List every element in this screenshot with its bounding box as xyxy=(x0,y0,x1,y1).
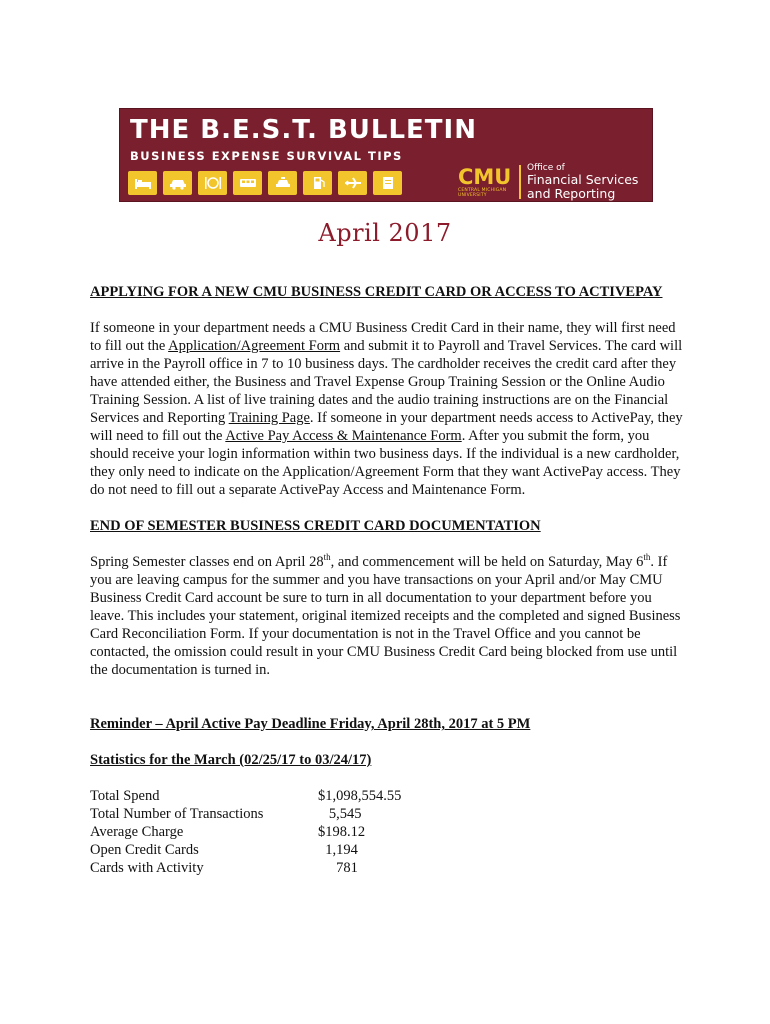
section-heading-end-of-semester: END OF SEMESTER BUSINESS CREDIT CARD DOCUMENTATION xyxy=(90,518,541,534)
car-icon xyxy=(163,171,192,195)
office-name-line2: and Reporting xyxy=(527,186,616,201)
cmu-logo-tagline: CENTRAL MICHIGAN UNIVERSITY xyxy=(458,188,507,198)
bus-icon xyxy=(233,171,262,195)
stat-value: $1,098,554.55 xyxy=(318,788,402,804)
banner-subtitle: BUSINESS EXPENSE SURVIVAL TIPS xyxy=(130,149,403,163)
section-heading-new-card: APPLYING FOR A NEW CMU BUSINESS CREDIT CARD OR ACCESS TO ACTIVEPAY xyxy=(90,284,663,300)
cmu-logo xyxy=(458,167,513,198)
gas-pump-icon xyxy=(303,171,332,195)
stat-row xyxy=(90,787,686,805)
stat-label: Total Spend xyxy=(90,788,160,804)
expense-icon-row xyxy=(128,171,402,195)
stat-value: 1,194 xyxy=(318,842,358,858)
cmu-logo-text: CMU xyxy=(458,165,512,189)
bulletin-banner xyxy=(119,108,653,202)
banner-title: THE B.E.S.T. BULLETIN xyxy=(130,115,477,145)
stat-label: Cards with Activity xyxy=(90,860,204,876)
statistics-heading: Statistics for the March (02/25/17 to 03/24/17) xyxy=(90,752,372,768)
stat-label: Total Number of Transactions xyxy=(90,806,264,822)
fork-knife-icon xyxy=(198,171,227,195)
activepay-deadline-reminder: Reminder – April Active Pay Deadline Friday, April 28th, 2017 at 5 PM xyxy=(90,716,531,732)
office-name-line1: Financial Services xyxy=(527,172,639,187)
office-name xyxy=(527,163,638,201)
bulletin-content xyxy=(90,283,686,877)
office-divider xyxy=(519,165,521,199)
taxi-icon xyxy=(268,171,297,195)
statistics-table xyxy=(90,787,686,877)
office-of-label: Office of xyxy=(527,163,565,173)
stat-label: Open Credit Cards xyxy=(90,842,199,858)
training-page-link[interactable]: Training Page xyxy=(228,410,310,426)
receipt-icon xyxy=(373,171,402,195)
bed-icon xyxy=(128,171,157,195)
stat-row xyxy=(90,823,686,841)
stat-label: Average Charge xyxy=(90,824,184,840)
airplane-icon xyxy=(338,171,367,195)
paragraph-end-of-semester: Spring Semester classes end on April 28th, and commencement will be held on Saturday, May 6th. If you are leaving campus for the summer and you have transactions on your April and/or May CMU Business Credit Card account be sure to turn in all documentation to your department before you leave. This includes your statement, original itemized receipts and the completed and signed Business Card Reconciliation Form. If your documentation is not in the Travel Office and you cannot be contacted, the omission could result in your CMU Business Credit Card being blocked from use until the documentation is turned in. xyxy=(90,552,681,678)
stat-row xyxy=(90,805,686,823)
stat-value: $198.12 xyxy=(318,824,366,840)
stat-value: 5,545 xyxy=(318,806,362,822)
stat-value: 781 xyxy=(318,860,358,876)
issue-date-heading: April 2017 xyxy=(318,219,452,247)
stat-row xyxy=(90,859,686,877)
application-agreement-form-link[interactable]: Application/Agreement Form xyxy=(168,338,341,354)
paragraph-new-card: If someone in your department needs a CMU Business Credit Card in their name, they will first need to fill out the Application/Agreement Form and submit it to Payroll and Travel Services. The card will arrive in the Payroll office in 7 to 10 business days. The cardholder receives the credit card after they have attended either, the Business and Travel Expense Group Training Session or the Online Audio Training Session. A list of live training dates and the audio training instructions are on the Financial Services and Reporting Training Page. If someone in your department needs access to ActivePay, they will need to fill out the Active Pay Access & Maintenance Form. After you submit the form, you should receive your login information within two business days. If the individual is a new cardholder, they only need to indicate on the Application/Agreement Form that they want ActivePay access. They do not need to fill out a separate ActivePay Access and Maintenance Form. xyxy=(90,320,683,498)
active-pay-access-form-link[interactable]: Active Pay Access & Maintenance Form xyxy=(225,428,462,444)
stat-row xyxy=(90,841,686,859)
